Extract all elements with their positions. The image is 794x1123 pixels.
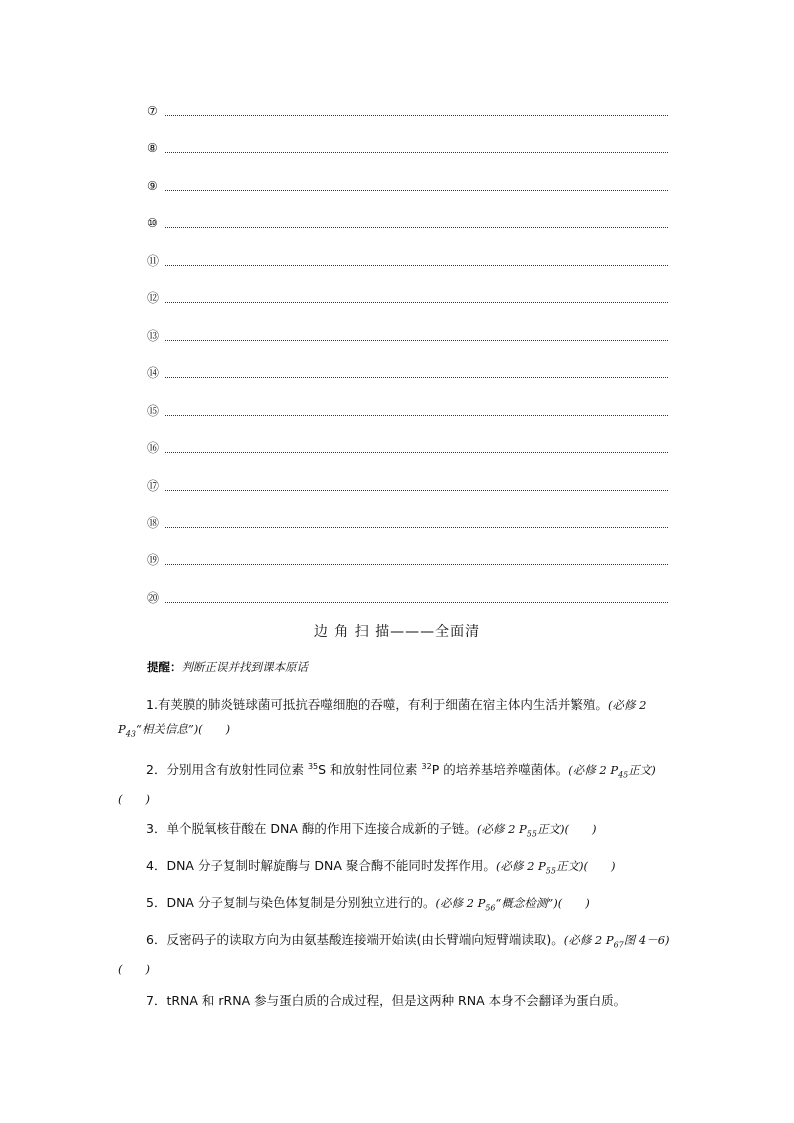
blank-number: ⑨ [147,178,158,193]
blank-line[interactable] [165,265,668,266]
blank-number: ⑮ [147,403,160,418]
blank-number: ⑪ [147,253,160,268]
answer-blank-row [147,585,668,605]
blank-number: ⑭ [147,366,160,381]
blank-line[interactable] [165,377,668,378]
blank-line[interactable] [165,227,668,228]
question-3: 3．单个脱氧核苷酸在 DNA 酶的作用下连接合成新的子链。(必修 2 $P_{55}$正文)( ) [146,821,597,839]
answer-blank-row [147,510,668,530]
blank-number: ⑳ [147,590,160,605]
question-2: 2．分别用含有放射性同位素 $^{35}$S 和放射性同位素 $^{32}$P 的培养基培养噬菌体。(必修 2 $P_{45}$正文)( ) [118,762,656,807]
answer-blank-row [147,360,668,380]
answer-blank-row [147,473,668,493]
blank-number: ⑰ [147,478,160,493]
blank-line[interactable] [165,302,668,303]
answer-blank-row [147,435,668,455]
question-1: 1.有荚膜的肺炎链球菌可抵抗吞噬细胞的吞噬，有利于细菌在宿主体内生活并繁殖。(必修 2 $P_{43}“$相关信息”)( ) [118,697,647,739]
blank-number: ⑩ [147,216,158,231]
blank-number: ⑫ [147,291,160,306]
blank-line[interactable] [165,452,668,453]
blank-line[interactable] [165,115,668,116]
answer-blank-row [147,248,668,268]
blank-number: ⑧ [147,141,158,156]
question-5: 5．DNA 分子复制与染色体复制是分别独立进行的。(必修 2 $P_{56}“$概念检测”)( ) [146,895,590,913]
answer-blank-row [147,398,668,418]
question-7: 7．tRNA 和 rRNA 参与蛋白质的合成过程，但是这两种 RNA 本身不会翻译为蛋白质。 [146,993,627,1008]
blank-number: ⑲ [147,553,160,568]
tip-text: 判断正误并找到课本原话 [181,660,308,674]
blank-line[interactable] [165,152,668,153]
question-4: 4．DNA 分子复制时解旋酶与 DNA 聚合酶不能同时发挥作用。(必修 2 $P_{55}$正文)( ) [146,858,616,876]
answer-blank-row [147,135,668,155]
answer-blank-row [147,547,668,567]
blank-line[interactable] [165,415,668,416]
tip-line [147,659,308,675]
question-6: 6．反密码子的读取方向为由氨基酸连接端开始读(由长臂端向短臂端读取)。(必修 2 $P_{67}$图 4－6)( ) [118,932,670,977]
blank-number: ⑬ [147,328,160,343]
blank-line[interactable] [165,602,668,603]
tip-label: 提醒： [147,660,182,674]
answer-blank-row [147,323,668,343]
answer-blank-row [147,173,668,193]
blank-line[interactable] [165,190,668,191]
blank-line[interactable] [165,490,668,491]
blank-number: ⑦ [147,104,158,118]
answer-blank-row [147,98,668,118]
answer-blank-row [147,210,668,230]
blank-number: ⑯ [147,441,160,456]
section-title: 边 角 扫 描———全面清 [313,624,481,640]
blank-line[interactable] [165,564,668,565]
blank-line[interactable] [165,340,668,341]
answer-blank-row [147,285,668,305]
blank-number: ⑱ [147,516,160,530]
blank-line[interactable] [165,527,668,528]
